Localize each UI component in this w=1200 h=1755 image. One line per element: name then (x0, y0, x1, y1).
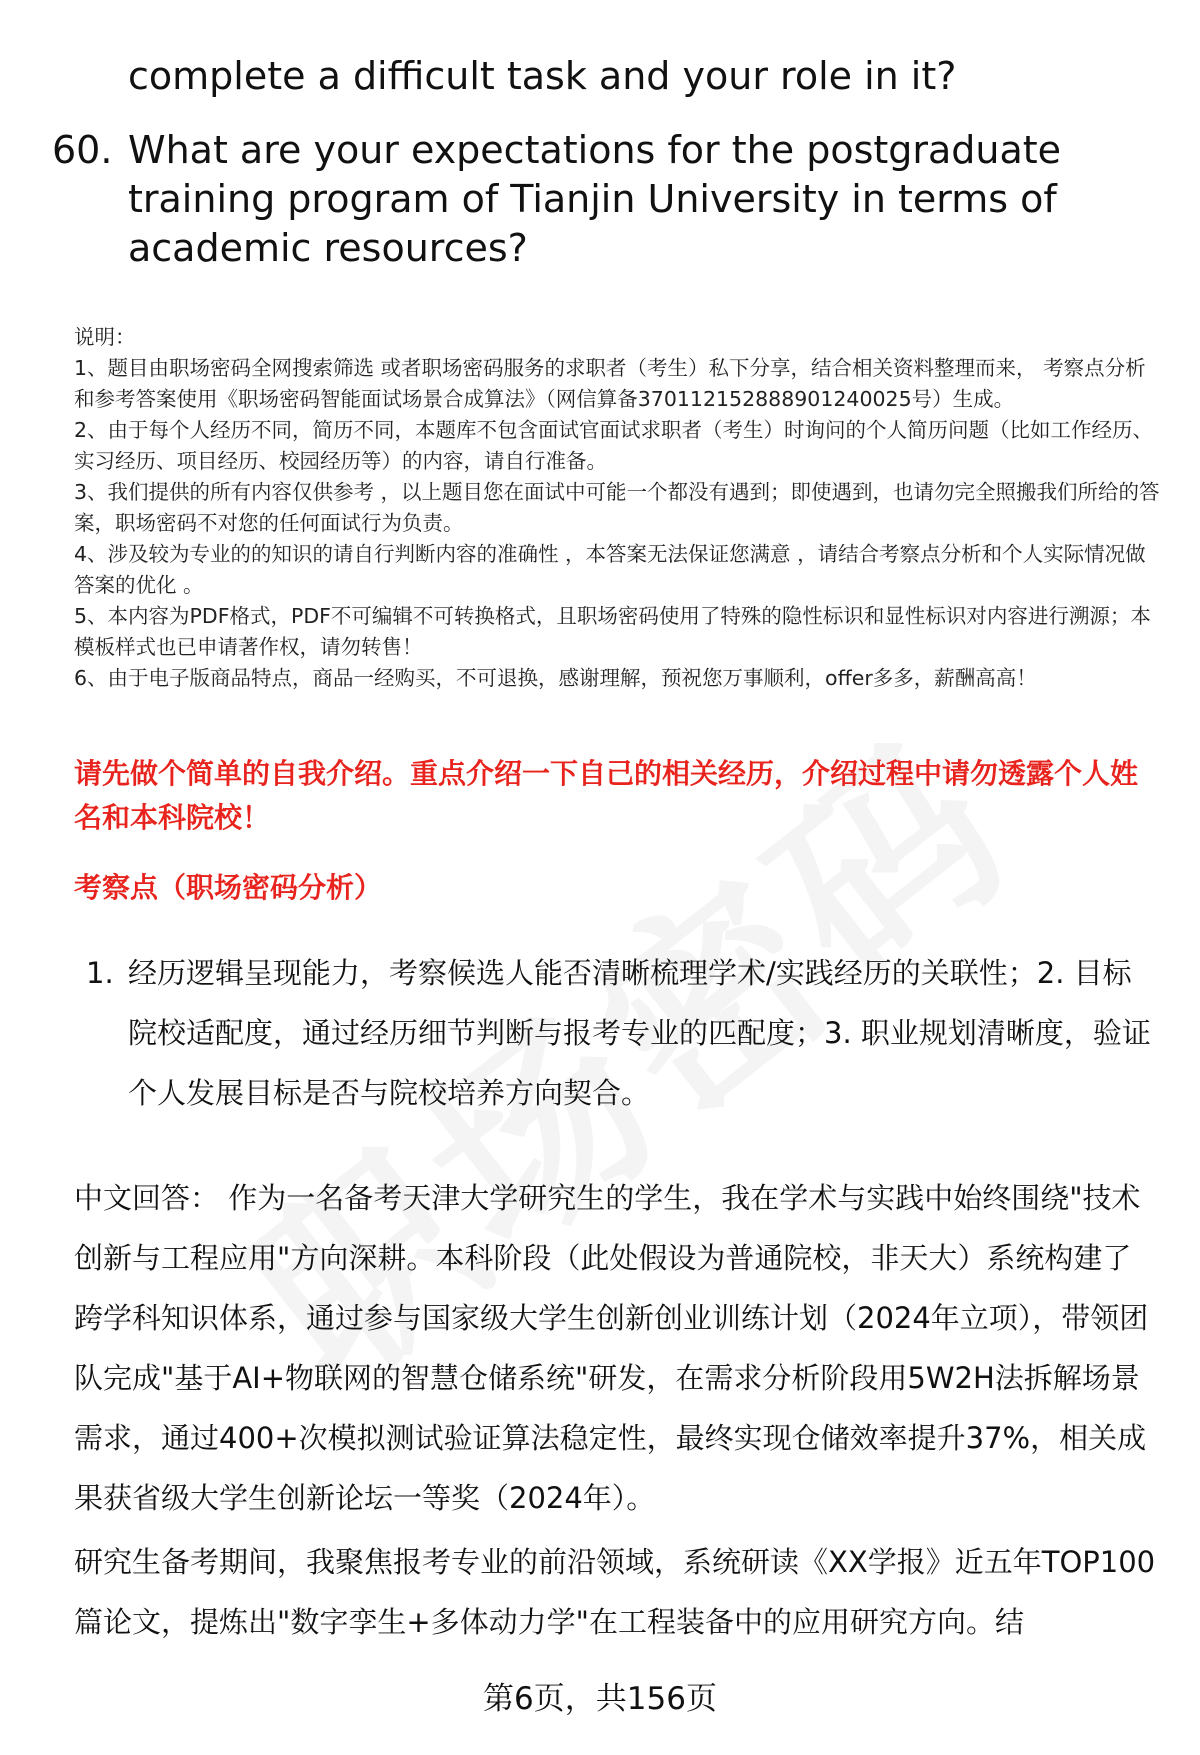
question-number: 60. (52, 128, 113, 172)
analysis-text: 经历逻辑呈现能力，考察候选人能否清晰梳理学术/实践经历的关联性；2. 目标院校适配度，通过经历细节判断与报考专业的匹配度；3. 职业规划清晰度，验证个人发展目标是否与院校培养方向契合。 (128, 956, 1151, 1110)
note-item: 4、涉及较为专业的的知识的请自行判断内容的准确性 ，本答案无法保证您满意 ，请结合考察点分析和个人实际情况做答案的优化 。 (74, 542, 1146, 597)
note-item: 1、题目由职场密码全网搜索筛选 或者职场密码服务的求职者（考生）私下分享，结合相关资料整理而来， 考察点分析和参考答案使用《职场密码智能面试场景合成算法》（网信算备370112152888901240025号）生成。 (74, 356, 1146, 411)
note-item: 2、由于每个人经历不同，简历不同，本题库不包含面试官面试求职者（考生）时询问的个人简历问题（比如工作经历、实习经历、项目经历、校园经历等）的内容，请自行准备。 (74, 418, 1154, 473)
answer-paragraph: 中文回答： 作为一名备考天津大学研究生的学生，我在学术与实践中始终围绕"技术创新与工程应用"方向深耕。本科阶段（此处假设为普通院校，非天大）系统构建了跨学科知识体系，通过参与国家级大学生创新创业训练计划（2024年立项），带领团队完成"基于AI+物联网的智慧仓储系统"研发，在需求分析阶段用5W2H法拆解场景需求，通过400+次模拟测试验证算法稳定性，最终实现仓储效率提升37%，相关成果获省级大学生创新论坛一等奖（2024年）。 (74, 1181, 1149, 1515)
question-text: What are your expectations for the postgraduate training program of Tianjin University in terms of academic resources? (128, 128, 1062, 270)
answer-paragraph: 研究生备考期间，我聚焦报考专业的前沿领域，系统研读《XX学报》近五年TOP100篇论文，提炼出"数字孪生+多体动力学"在工程装备中的应用研究方向。结 (74, 1545, 1156, 1639)
notes-heading: 说明： (74, 325, 136, 349)
page-footer: 第6页，共156页 (483, 1681, 717, 1717)
analysis-number: 1. (86, 956, 114, 990)
analysis-heading: 考察点（职场密码分析） (74, 871, 383, 904)
note-item: 3、我们提供的所有内容仅供参考 ，以上题目您在面试中可能一个都没有遇到；即使遇到，也请勿完全照搬我们所给的答案，职场密码不对您的任何面试行为负责。 (74, 480, 1160, 535)
notes-section (74, 322, 1164, 694)
note-item: 5、本内容为PDF格式，PDF不可编辑不可转换格式，且职场密码使用了特殊的隐性标识和显性标识对内容进行溯源；本模板样式也已申请著作权，请勿转售！ (74, 604, 1151, 659)
question-tail-text: complete a difficult task and your role in it? (128, 54, 957, 98)
note-item: 6、由于电子版商品特点，商品一经购买，不可退换，感谢理解，预祝您万事顺利，offer多多，薪酬高高！ (74, 666, 1037, 690)
interview-question: 请先做个简单的自我介绍。重点介绍一下自己的相关经历，介绍过程中请勿透露个人姓名和本科院校！ (74, 757, 1139, 834)
